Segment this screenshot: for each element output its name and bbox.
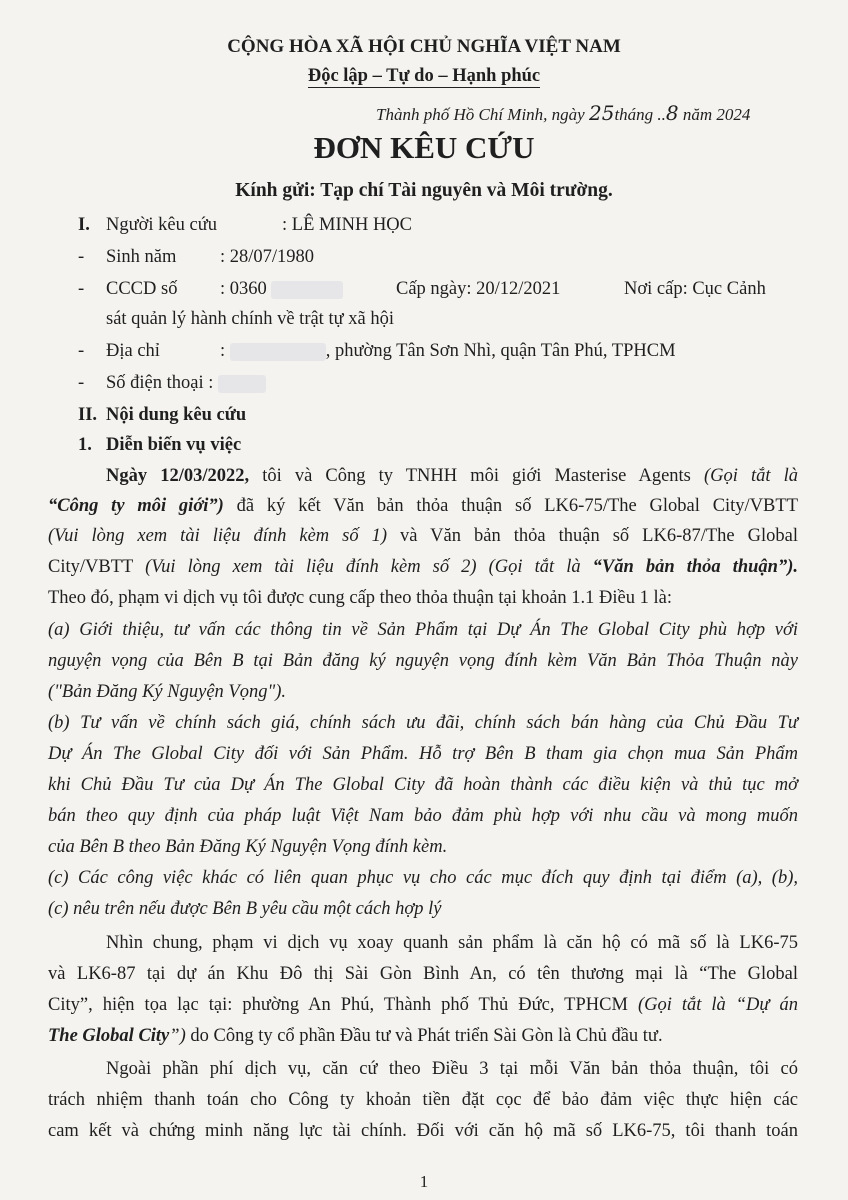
- paragraph1-line: “Công ty môi giới”) đã ký kết Văn bản thỏa thuận số LK6-75/The Global City/VBTT: [48, 496, 799, 516]
- paragraph3-line: Ngoài phần phí dịch vụ, căn cứ theo Điều 3 tại mỗi Văn bản thỏa thuận, tôi có: [106, 1059, 798, 1079]
- paragraph2-line: City”, hiện tọa lạc tại: phường An Phú, Thành phố Thủ Đức, TPHCM (Gọi tắt là “Dự án: [48, 995, 799, 1015]
- day-handwritten: 25: [588, 101, 615, 125]
- clause-b-line: Dự Án The Global City đối với Sản Phẩm. Hỗ trợ Bên B tham gia chọn mua Sản Phẩm: [48, 744, 798, 764]
- address-label: Địa chỉ: [106, 341, 160, 361]
- paragraph1-line: (Vui lòng xem tài liệu đính kèm số 1) và Văn bản thỏa thuận số LK6-87/The Global: [48, 526, 798, 546]
- section1-value: : LÊ MINH HỌC: [282, 215, 413, 235]
- id-value: [220, 279, 343, 300]
- address-value: : , phường Tân Sơn Nhì, quận Tân Phú, TPHCM: [220, 341, 676, 361]
- issue-place-b: sát quản lý hành chính về trật tự xã hội: [106, 309, 394, 329]
- subsection-number: 1.: [78, 435, 92, 455]
- paragraph1-line: Ngày 12/03/2022, tôi và Công ty TNHH môi giới Masterise Agents (Gọi tắt là: [106, 466, 798, 486]
- birth-label: Sinh năm: [106, 247, 177, 267]
- issue-date: Cấp ngày: 20/12/2021: [396, 279, 561, 299]
- paragraph2-line: và LK6-87 tại dự án Khu Đô thị Sài Gòn Bình An, có tên thương mại là “The Global: [48, 964, 798, 984]
- month-label: tháng ..: [614, 105, 666, 124]
- section2-label: Nội dung kêu cứu: [106, 405, 247, 425]
- motto-text: Độc lập – Tự do – Hạnh phúc: [307, 66, 541, 86]
- phone-label-text: Số điện thoại :: [106, 373, 214, 393]
- paragraph2-line: Nhìn chung, phạm vi dịch vụ xoay quanh sản phẩm là căn hộ có mã số là LK6-75: [106, 933, 798, 953]
- paragraph1-line: City/VBTT (Vui lòng xem tài liệu đính kèm số 2) (Gọi tắt là “Văn bản thỏa thuận”).: [48, 557, 799, 577]
- clause-a-line: (a) Giới thiệu, tư vấn các thông tin về Sản Phẩm tại Dự Án The Global City phù hợp với: [48, 620, 798, 640]
- paragraph1-line: Theo đó, phạm vi dịch vụ tôi được cung cấp theo thỏa thuận tại khoản 1.1 Điều 1 là:: [48, 588, 672, 608]
- bullet-dash: -: [78, 279, 85, 299]
- country-name: CỘNG HÒA XÃ HỘI CHỦ NGHĨA VIỆT NAM: [227, 36, 621, 57]
- paragraph2-line: The Global City”) do Công ty cổ phần Đầu tư và Phát triển Sài Gòn là Chủ đầu tư.: [48, 1026, 663, 1046]
- clause-a-line: ("Bản Đăng Ký Nguyện Vọng").: [48, 682, 287, 702]
- clause-c-line: (c) nêu trên nếu được Bên B yêu cầu một cách hợp lý: [48, 899, 442, 919]
- clause-a-line: nguyện vọng của Bên B tại Bản đăng ký nguyện vọng đính kèm Văn Bản Thỏa Thuận này: [48, 651, 798, 671]
- phone-label: [106, 373, 266, 394]
- bullet-dash: -: [78, 247, 85, 267]
- section1-label: Người kêu cứu: [106, 215, 218, 235]
- subsection-label: Diễn biến vụ việc: [106, 435, 242, 455]
- month-handwritten: 8: [665, 101, 679, 125]
- id-value-text: : 0360: [220, 279, 267, 299]
- section1-roman: I.: [78, 215, 90, 235]
- address-value-text: , phường Tân Sơn Nhì, quận Tân Phú, TPHCM: [325, 341, 676, 361]
- clause-c-line: (c) Các công việc khác có liên quan phục vụ cho các mục đích quy định tại điểm (a), (b),: [48, 868, 798, 888]
- page-number: 1: [419, 1172, 429, 1191]
- clause-b-line: của Bên B theo Bản Đăng Ký Nguyện Vọng đính kèm.: [48, 837, 448, 857]
- clause-b-line: bán theo quy định của pháp luật Việt Nam bảo đảm phù hợp với nhu cầu và mong muốn: [48, 806, 798, 826]
- recipient: Kính gửi: Tạp chí Tài nguyên và Môi trường.: [235, 180, 613, 201]
- redacted-block: [271, 281, 343, 299]
- paragraph3-line: trách nhiệm thanh toán cho Công ty khoản tiền đặt cọc để bảo đảm việc thực hiện các: [48, 1090, 798, 1110]
- clause-b-line: (b) Tư vấn về chính sách giá, chính sách ưu đãi, chính sách bán hàng của Chủ Đầu Tư: [48, 713, 798, 733]
- clause-b-line: khi Chủ Đầu Tư của Dự Án The Global City đã hoàn thành các điều kiện và thủ tục mở: [48, 775, 798, 795]
- year-label: năm 2024: [682, 105, 751, 124]
- document-title: ĐƠN KÊU CỨU: [313, 130, 535, 165]
- issue-place-a: Nơi cấp: Cục Cảnh: [624, 279, 766, 299]
- paragraph3-line: cam kết và chứng minh năng lực tài chính. Đối với căn hộ mã số LK6-75, tôi thanh toán: [48, 1121, 798, 1141]
- bullet-dash: -: [78, 373, 85, 393]
- place-date: [376, 101, 750, 125]
- redacted-block: [230, 343, 326, 361]
- motto: [0, 66, 848, 87]
- redacted-block: [218, 375, 266, 393]
- bullet-dash: -: [78, 341, 85, 361]
- birth-value: : 28/07/1980: [220, 247, 315, 267]
- id-label: CCCD số: [106, 279, 178, 299]
- place-date-prefix: Thành phố Hồ Chí Minh, ngày: [376, 105, 585, 124]
- section2-roman: II.: [78, 405, 98, 425]
